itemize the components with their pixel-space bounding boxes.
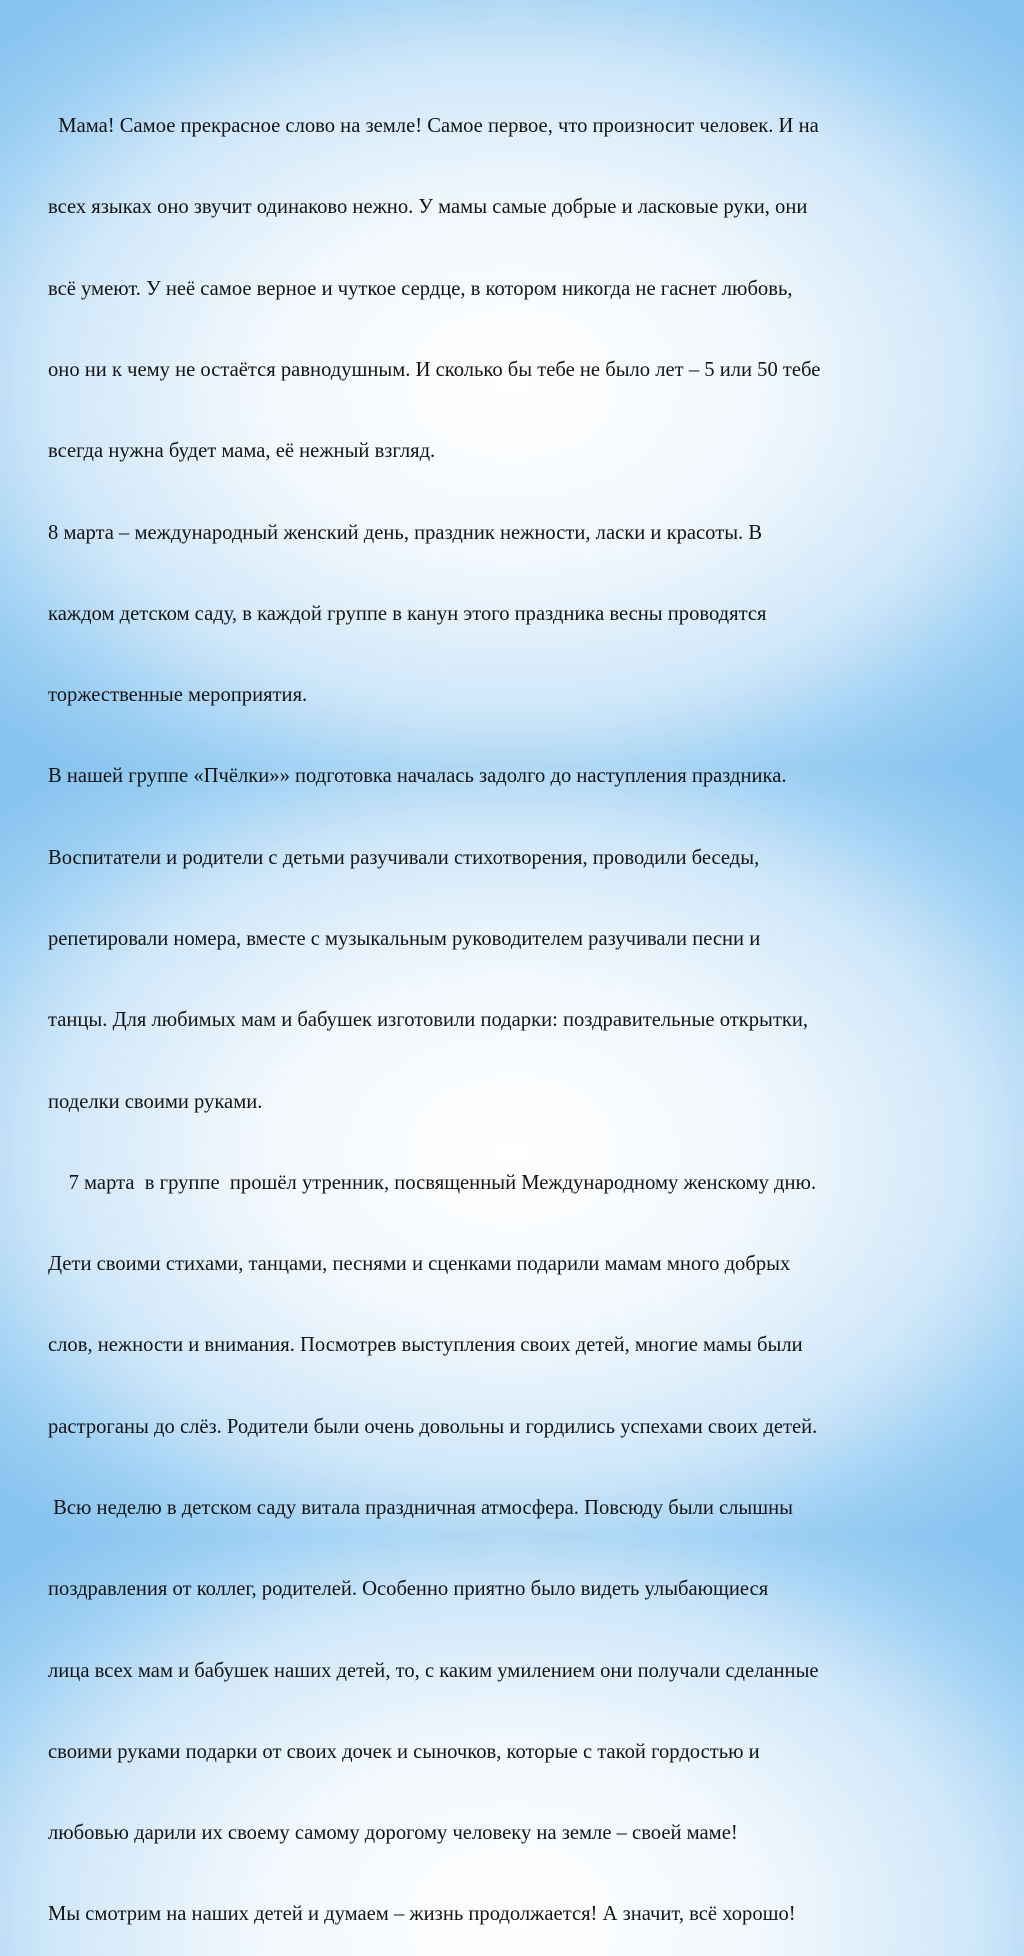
text-line: Мама! Самое прекрасное слово на земле! Самое первое, что произносит человек. И на (48, 115, 819, 138)
text-line: Дети своими стихами, танцами, песнями и сценками подарили мамам много добрых (48, 1253, 791, 1276)
text-line: Мы смотрим на наших детей и думаем – жизнь продолжается! А значит, всё хорошо! (48, 1903, 796, 1926)
text-line: растроганы до слёз. Родители были очень довольны и гордились успехами своих детей. (48, 1415, 818, 1438)
text-line: своими руками подарки от своих дочек и сыночков, которые с такой гордостью и (48, 1740, 760, 1763)
text-line: лица всех мам и бабушек наших детей, то, с каким умилением они получали сделанные (48, 1659, 819, 1682)
text-line: любовью дарили их своему самому дорогому человеку на земле – своей маме! (48, 1822, 738, 1845)
text-line: слов, нежности и внимания. Посмотрев выступления своих детей, многие мамы были (48, 1334, 803, 1357)
text-line: всех языках оно звучит одинаково нежно. У мамы самые добрые и ласковые руки, они (48, 196, 808, 219)
text-line: репетировали номера, вместе с музыкальным руководителем разучивали песни и (48, 928, 761, 950)
text-line: Воспитатели и родители с детьми разучивали стихотворения, проводили беседы, (48, 846, 760, 869)
text-line: танцы. Для любимых мам и бабушек изготовили подарки: поздравительные открытки, (48, 1009, 809, 1032)
text-line: каждом детском саду, в каждой группе в канун этого праздника весны проводятся (48, 602, 767, 625)
text-line: поделки своими руками. (48, 1090, 263, 1113)
text-line: 8 марта – международный женский день, праздник нежности, ласки и красоты. В (48, 521, 763, 544)
text-line: поздравления от коллег, родителей. Особенно приятно было видеть улыбающиеся (48, 1578, 769, 1601)
text-line: В нашей группе «Пчёлки»» подготовка началась задолго до наступления праздника. (48, 765, 787, 788)
text-line: 7 марта в группе прошёл утренник, посвященный Международному женскому дню. (48, 1171, 817, 1194)
text-line: торжественные мероприятия. (48, 684, 308, 707)
text-line: всё умеют. У неё самое верное и чуткое сердце, в котором никогда не гаснет любовь, (48, 277, 793, 300)
text-line: всегда нужна будет мама, её нежный взгляд. (48, 440, 436, 463)
slide-body-text (48, 59, 988, 1956)
text-line: Всю неделю в детском саду витала праздничная атмосфера. Повсюду были слышны (48, 1496, 793, 1519)
text-line: оно ни к чему не остаётся равнодушным. И сколько бы тебе не было лет – 5 или 50 тебе (48, 359, 821, 382)
